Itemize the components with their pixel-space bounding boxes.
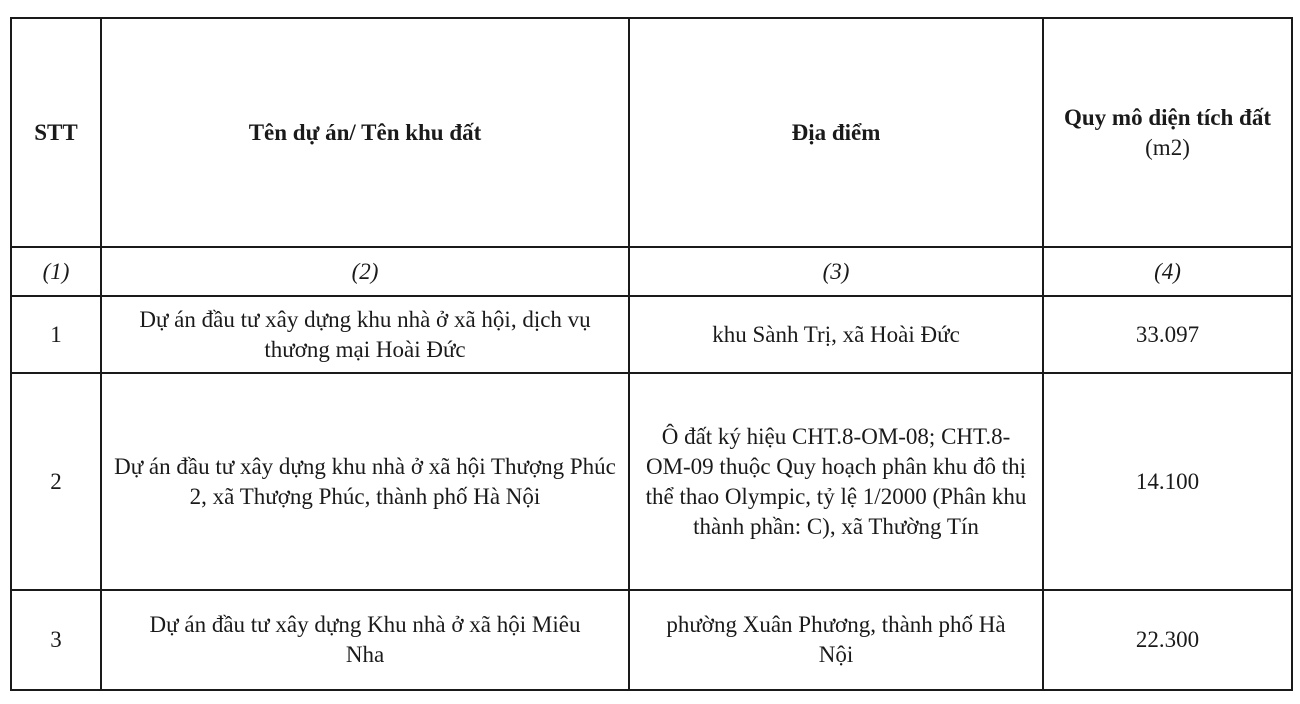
row-area: 33.097	[1043, 296, 1292, 373]
header-project-name: Tên dự án/ Tên khu đất	[101, 18, 629, 247]
header-area-unit: (m2)	[1145, 134, 1190, 160]
column-number: (1)	[11, 247, 101, 296]
header-area-label: Quy mô diện tích đất	[1063, 104, 1272, 130]
column-number: (3)	[629, 247, 1043, 296]
row-area: 14.100	[1043, 373, 1292, 590]
column-number: (4)	[1043, 247, 1292, 296]
row-project-name: Dự án đầu tư xây dựng khu nhà ở xã hội, dịch vụ thương mại Hoài Đức	[101, 296, 629, 373]
project-table	[10, 17, 1293, 691]
header-location: Địa điểm	[629, 18, 1043, 247]
table-row	[11, 296, 1292, 373]
table-row	[11, 590, 1292, 690]
table-row	[11, 373, 1292, 590]
row-project-name: Dự án đầu tư xây dựng khu nhà ở xã hội Thượng Phúc 2, xã Thượng Phúc, thành phố Hà Nội	[101, 373, 629, 590]
row-area: 22.300	[1043, 590, 1292, 690]
row-stt: 2	[11, 373, 101, 590]
row-location: phường Xuân Phương, thành phố Hà Nội	[629, 590, 1043, 690]
row-stt: 3	[11, 590, 101, 690]
column-number: (2)	[101, 247, 629, 296]
header-area	[1043, 18, 1292, 247]
column-number-row	[11, 247, 1292, 296]
row-project-name: Dự án đầu tư xây dựng Khu nhà ở xã hội Miêu Nha	[101, 590, 629, 690]
row-stt: 1	[11, 296, 101, 373]
row-location: Ô đất ký hiệu CHT.8-OM-08; CHT.8-OM-09 thuộc Quy hoạch phân khu đô thị thể thao Olympic, tỷ lệ 1/2000 (Phân khu thành phần: C), xã Thường Tín	[629, 373, 1043, 590]
header-stt: STT	[11, 18, 101, 247]
table-header-row	[11, 18, 1292, 247]
row-location: khu Sành Trị, xã Hoài Đức	[629, 296, 1043, 373]
